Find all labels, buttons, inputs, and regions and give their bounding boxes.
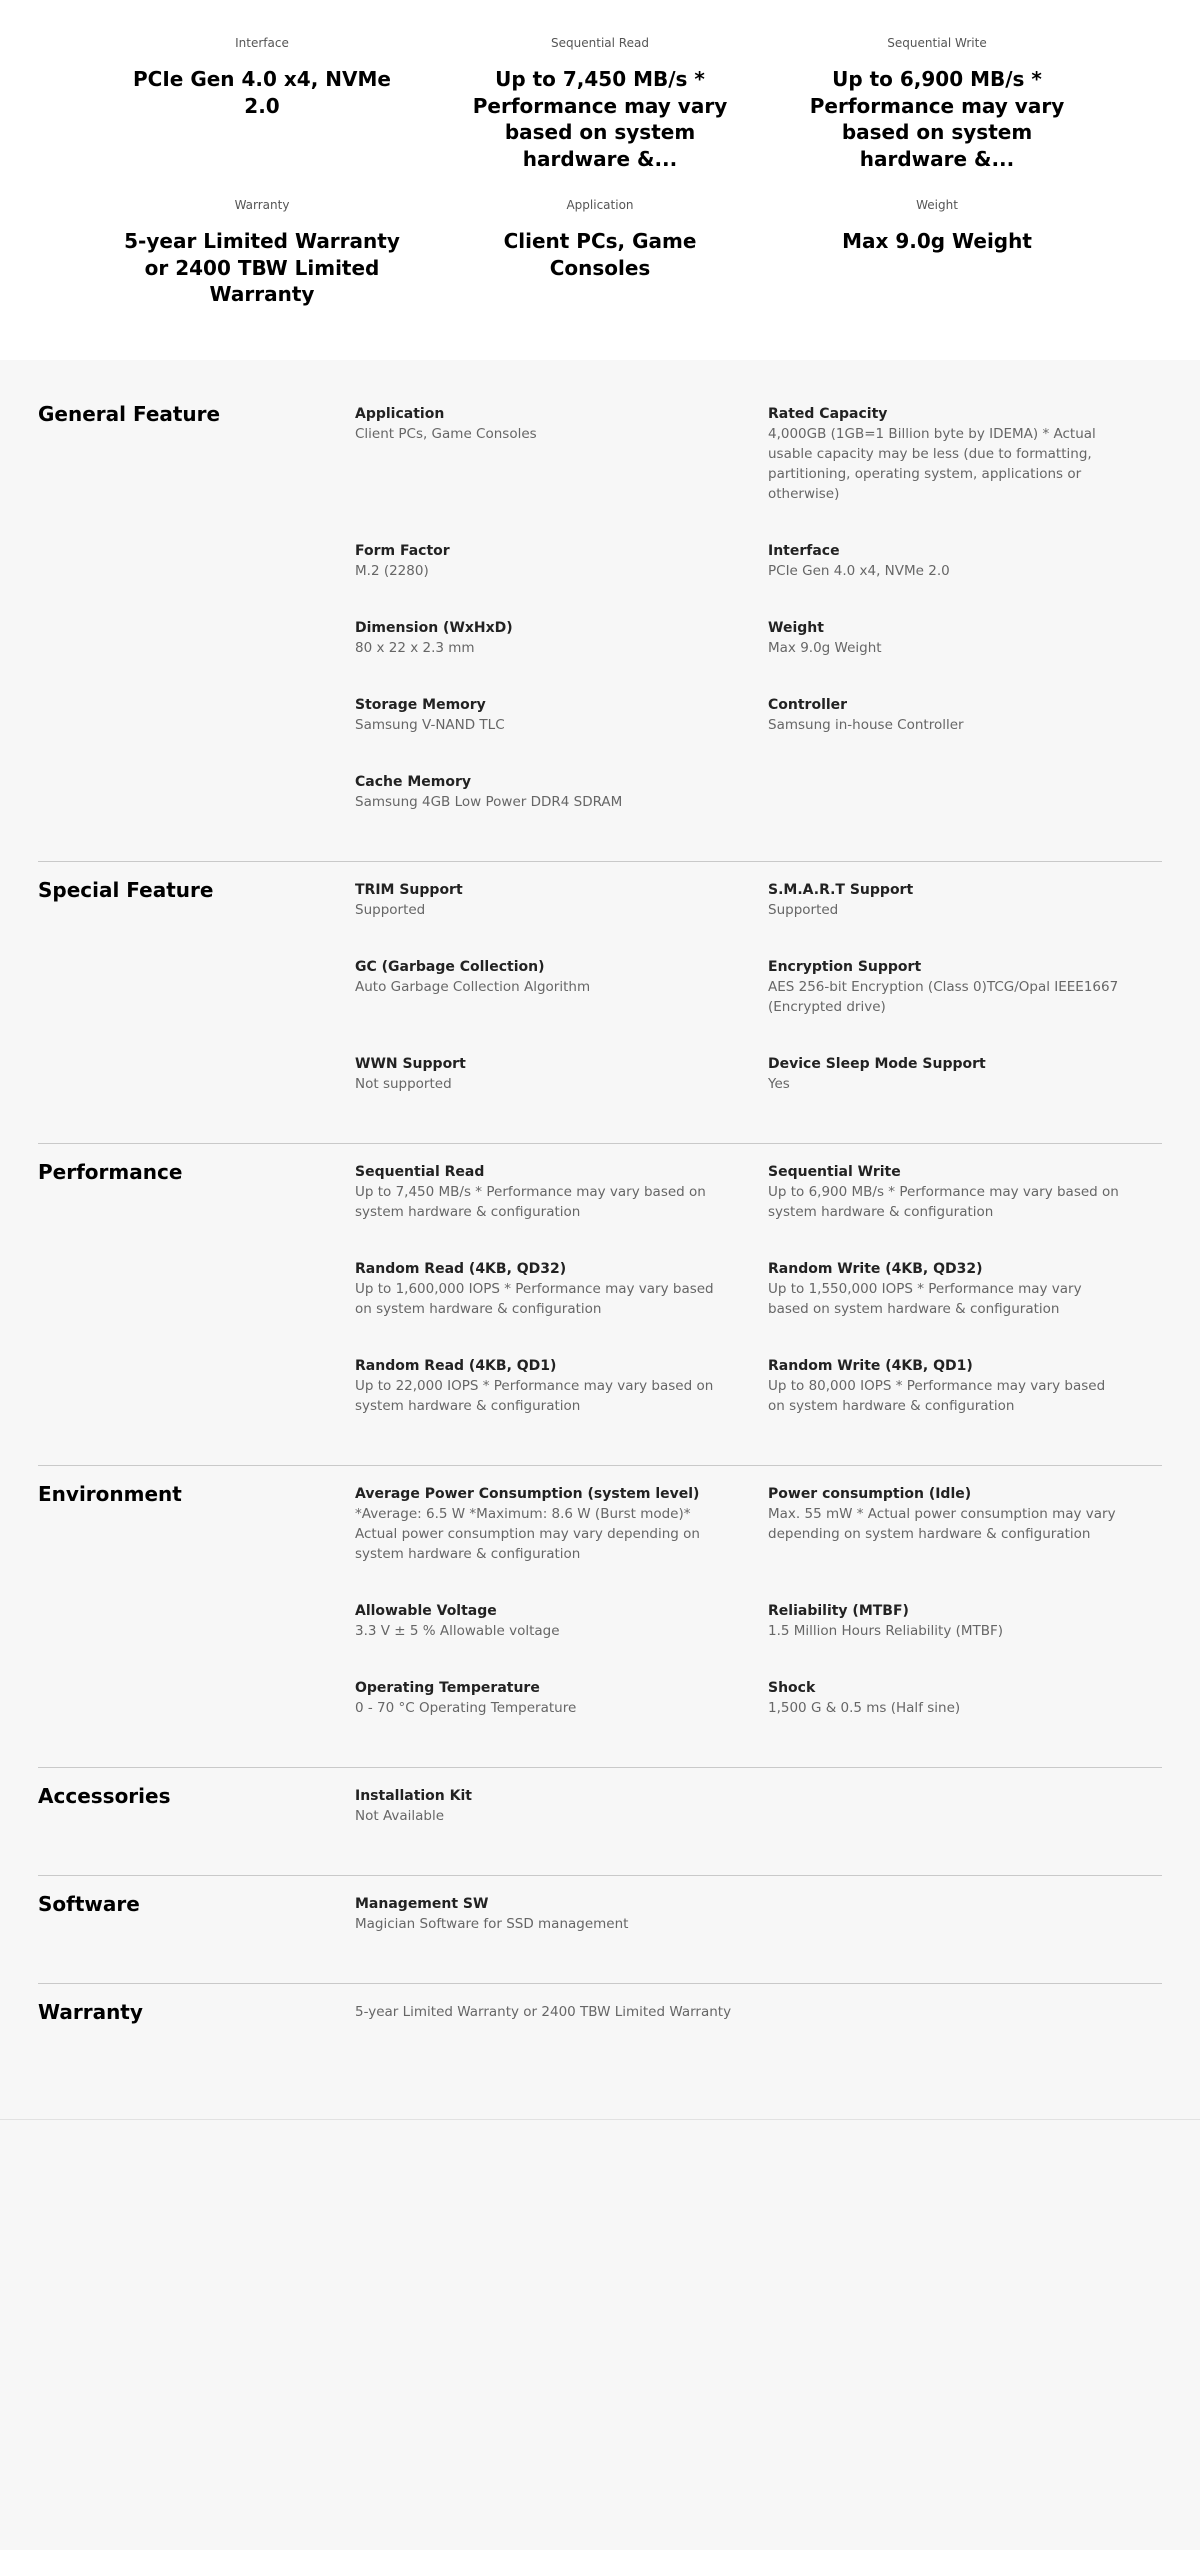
spec-item-garbage-collection — [355, 957, 768, 1054]
spec-item-device-sleep-mode — [768, 1054, 1161, 1131]
spec-name: Weight — [768, 620, 824, 636]
spec-item-controller — [768, 695, 1161, 772]
spec-name: WWN Support — [355, 1056, 466, 1072]
highlight-label: Sequential Read — [551, 36, 649, 50]
highlight-value: Max 9.0g Weight — [842, 229, 1032, 253]
spec-value: 1,500 G & 0.5 ms (Half sine) — [768, 1700, 961, 1716]
category-items — [355, 1466, 1161, 1767]
category-title: Performance — [38, 1160, 183, 1184]
highlight-label: Warranty — [234, 198, 290, 212]
spec-name: Sequential Read — [355, 1164, 485, 1180]
spec-item-random-read-qd1 — [355, 1356, 768, 1453]
footer-divider — [0, 2119, 1200, 2120]
spec-name: TRIM Support — [355, 882, 463, 898]
spec-item-encryption-support — [768, 957, 1161, 1054]
highlight-value: Up to 7,450 MB/s * Performance may vary based on system hardware &... — [472, 67, 728, 171]
spec-name: Device Sleep Mode Support — [768, 1056, 986, 1072]
spec-value: 4,000GB (1GB=1 Billion byte by IDEMA) * Actual usable capacity may be less (due to formatting, partitioning, operating system, applications or otherwise) — [768, 426, 1096, 502]
spec-value: Up to 7,450 MB/s * Performance may vary based on system hardware & configuration — [355, 1184, 706, 1220]
highlight-sequential-read — [450, 36, 750, 172]
spec-value: Max. 55 mW * Actual power consumption may vary depending on system hardware & configuration — [768, 1506, 1116, 1542]
spec-name: Shock — [768, 1680, 816, 1696]
spec-value: Not Available — [355, 1808, 445, 1824]
category-title: Special Feature — [38, 878, 214, 902]
spec-name: Operating Temperature — [355, 1680, 540, 1696]
spec-category-warranty — [38, 1984, 1162, 2083]
spec-highlights — [0, 0, 1200, 360]
category-items — [355, 1876, 1161, 1983]
category-title: Accessories — [38, 1784, 171, 1808]
highlight-value: PCIe Gen 4.0 x4, NVMe 2.0 — [133, 67, 391, 118]
spec-item-weight — [768, 618, 1161, 695]
spec-item-interface — [768, 541, 1161, 618]
spec-name: Allowable Voltage — [355, 1603, 497, 1619]
spec-item-form-factor — [355, 541, 768, 618]
spec-value: Samsung 4GB Low Power DDR4 SDRAM — [355, 794, 623, 810]
spec-name: Sequential Write — [768, 1164, 901, 1180]
spec-name: Random Write (4KB, QD1) — [768, 1358, 973, 1374]
spec-item-sequential-read — [355, 1162, 768, 1259]
spec-value: Up to 1,550,000 IOPS * Performance may vary based on system hardware & configuration — [768, 1281, 1082, 1317]
highlight-label: Interface — [235, 36, 289, 50]
spec-name: Cache Memory — [355, 774, 472, 790]
spec-item-installation-kit — [355, 1786, 1161, 1863]
spec-value: Not supported — [355, 1076, 452, 1092]
highlight-label: Application — [566, 198, 634, 212]
spec-value: 80 x 22 x 2.3 mm — [355, 640, 475, 656]
spec-item-wwn-support — [355, 1054, 768, 1131]
spec-name: Power consumption (Idle) — [768, 1486, 972, 1502]
spec-name: Random Read (4KB, QD1) — [355, 1358, 557, 1374]
spec-name: Average Power Consumption (system level) — [355, 1486, 700, 1502]
category-items — [355, 1144, 1161, 1465]
spec-value: Up to 22,000 IOPS * Performance may vary based on system hardware & configuration — [355, 1378, 714, 1414]
spec-list — [0, 360, 1200, 2120]
spec-value: Yes — [768, 1076, 790, 1092]
spec-name: Application — [355, 406, 445, 422]
spec-item-dimension — [355, 618, 768, 695]
category-items — [355, 386, 1161, 861]
spec-item-application — [355, 404, 768, 541]
spec-value: Client PCs, Game Consoles — [355, 426, 537, 442]
spec-item-storage-memory — [355, 695, 768, 772]
spec-value: Supported — [768, 902, 839, 918]
spec-name: Form Factor — [355, 543, 450, 559]
spec-value: Magician Software for SSD management — [355, 1916, 629, 1932]
highlight-interface — [112, 36, 412, 119]
spec-category-special — [38, 862, 1162, 1144]
spec-item-warranty — [355, 2002, 1161, 2059]
spec-item-random-write-qd1 — [768, 1356, 1161, 1453]
spec-item-smart-support — [768, 880, 1161, 957]
spec-item-random-read-qd32 — [355, 1259, 768, 1356]
highlight-sequential-write — [787, 36, 1087, 172]
spec-item-sequential-write — [768, 1162, 1161, 1259]
category-title: General Feature — [38, 402, 221, 426]
spec-name: Interface — [768, 543, 840, 559]
spec-value: Up to 1,600,000 IOPS * Performance may vary based on system hardware & configuration — [355, 1281, 714, 1317]
spec-category-software — [38, 1876, 1162, 1984]
spec-item-shock — [768, 1678, 1161, 1755]
spec-value: *Average: 6.5 W *Maximum: 8.6 W (Burst mode)* Actual power consumption may vary depending on system hardware & configuration — [355, 1506, 700, 1562]
spec-name: Dimension (WxHxD) — [355, 620, 513, 636]
spec-value: Samsung in-house Controller — [768, 717, 964, 733]
spec-name: Reliability (MTBF) — [768, 1603, 909, 1619]
spec-item-random-write-qd32 — [768, 1259, 1161, 1356]
spec-item-idle-power — [768, 1484, 1161, 1601]
spec-name: Rated Capacity — [768, 406, 888, 422]
spec-value: 5-year Limited Warranty or 2400 TBW Limited Warranty — [355, 2004, 732, 2020]
spec-name: Controller — [768, 697, 848, 713]
spec-name: Management SW — [355, 1896, 489, 1912]
category-items — [355, 1984, 1161, 2083]
spec-category-accessories — [38, 1768, 1162, 1876]
spec-item-management-sw — [355, 1894, 1161, 1971]
spec-name: GC (Garbage Collection) — [355, 959, 545, 975]
spec-value: Samsung V-NAND TLC — [355, 717, 505, 733]
category-items — [355, 1768, 1161, 1875]
spec-value: 0 - 70 °C Operating Temperature — [355, 1700, 577, 1716]
spec-category-environment — [38, 1466, 1162, 1768]
highlight-weight — [787, 198, 1087, 255]
highlight-application — [450, 198, 750, 281]
spec-item-average-power — [355, 1484, 768, 1601]
spec-item-trim-support — [355, 880, 768, 957]
spec-item-reliability — [768, 1601, 1161, 1678]
category-items — [355, 862, 1161, 1143]
highlight-value: Client PCs, Game Consoles — [503, 229, 697, 280]
spec-value: 3.3 V ± 5 % Allowable voltage — [355, 1623, 560, 1639]
highlight-value: 5-year Limited Warranty or 2400 TBW Limited Warranty — [124, 229, 400, 306]
spec-name: Random Read (4KB, QD32) — [355, 1261, 567, 1277]
spec-item-operating-temperature — [355, 1678, 768, 1755]
highlight-label: Weight — [916, 198, 958, 212]
spec-value: 1.5 Million Hours Reliability (MTBF) — [768, 1623, 1004, 1639]
spec-value: Max 9.0g Weight — [768, 640, 882, 656]
spec-name: Installation Kit — [355, 1788, 472, 1804]
spec-value: AES 256-bit Encryption (Class 0)TCG/Opal IEEE1667 (Encrypted drive) — [768, 979, 1119, 1015]
spec-item-cache-memory — [355, 772, 768, 849]
spec-value: M.2 (2280) — [355, 563, 429, 579]
spec-category-general — [38, 386, 1162, 862]
spec-category-performance — [38, 1144, 1162, 1466]
highlight-label: Sequential Write — [887, 36, 987, 50]
spec-item-allowable-voltage — [355, 1601, 768, 1678]
spec-value: Supported — [355, 902, 426, 918]
highlight-value: Up to 6,900 MB/s * Performance may vary based on system hardware &... — [809, 67, 1065, 171]
spec-value: PCIe Gen 4.0 x4, NVMe 2.0 — [768, 563, 950, 579]
spec-name: Random Write (4KB, QD32) — [768, 1261, 983, 1277]
category-title: Warranty — [38, 2000, 143, 2024]
spec-name: S.M.A.R.T Support — [768, 882, 914, 898]
spec-item-rated-capacity — [768, 404, 1161, 541]
category-title: Software — [38, 1892, 140, 1916]
spec-value: Up to 80,000 IOPS * Performance may vary based on system hardware & configuration — [768, 1378, 1106, 1414]
spec-name: Storage Memory — [355, 697, 486, 713]
spec-value: Auto Garbage Collection Algorithm — [355, 979, 591, 995]
spec-value: Up to 6,900 MB/s * Performance may vary based on system hardware & configuration — [768, 1184, 1119, 1220]
category-title: Environment — [38, 1482, 182, 1506]
highlight-warranty — [112, 198, 412, 308]
spec-name: Encryption Support — [768, 959, 922, 975]
